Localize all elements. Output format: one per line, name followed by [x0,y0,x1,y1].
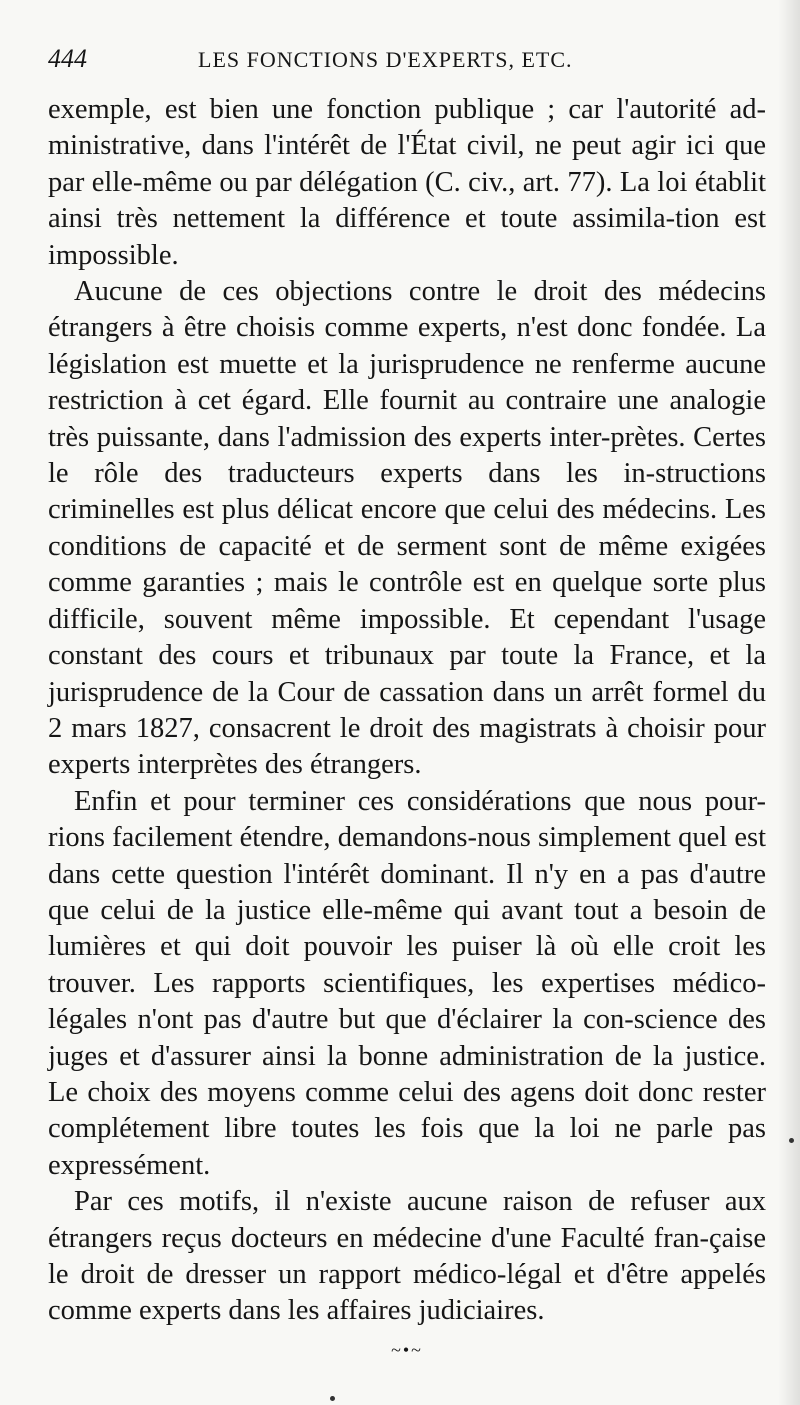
running-head: LES FONCTIONS D'EXPERTS, ETC. [198,47,573,72]
page-header [48,44,766,84]
margin-speck [789,1138,794,1143]
paragraph-2: Aucune de ces objections contre le droit des médecins étrangers à être choisis comme experts, n'est donc fondée. La législation est muette et la jurisprudence ne renferme aucune restriction à cet égard. Elle fournit au contraire une analogie très puissante, dans l'admission des experts inter-prètes. Certes le rôle des traducteurs experts dans les in-structions criminelles est plus délicat encore que celui des médecins. Les conditions de capacité et de serment sont de même exigées comme garanties ; mais le contrôle est en quelque sorte plus difficile, souvent même impossible. Et cependant l'usage constant des cours et tribunaux par toute la France, et la jurisprudence de la Cour de cassation dans un arrêt formel du 2 mars 1827, consacrent le droit des magistrats à choisir pour experts interprètes des étrangers. [48,276,766,781]
paragraph-4: Par ces motifs, il n'existe aucune raison de refuser aux étrangers reçus docteurs en médecine d'une Faculté fran-çaise le droit de dresser un rapport médico-légal et d'être appelés comme experts dans les affaires judiciaires. [48,1186,766,1327]
bottom-speck [330,1396,335,1401]
page-number: 444 [48,44,87,73]
paragraph-1: exemple, est bien une fonction publique ; car l'autorité ad-ministrative, dans l'intérêt de l'État civil, ne peut agir ici que par elle-même ou par délégation (C. civ., art. 77). La loi établit ainsi très nettement la différence et toute assimila-tion est impossible. [48,94,766,271]
body-text [48,92,766,1330]
page-edge-shadow [778,0,800,1405]
paragraph-3: Enfin et pour terminer ces considérations que nous pour-rions facilement étendre, demandons-nous simplement quel est dans cette question l'intérêt dominant. Il n'y en a pas d'autre que celui de la justice elle-même qui avant tout a besoin de lumières et qui doit pouvoir les puiser là où elle croit les trouver. Les rapports scientifiques, les expertises médico-légales n'ont pas d'autre but que d'éclairer la con-science des juges et d'assurer ainsi la bonne administration de la justice. Le choix des moyens comme celui des agens doit donc rester complétement libre toutes les fois que la loi ne parle pas expressément. [48,785,766,1181]
end-ornament: ~•~ [391,1339,423,1360]
